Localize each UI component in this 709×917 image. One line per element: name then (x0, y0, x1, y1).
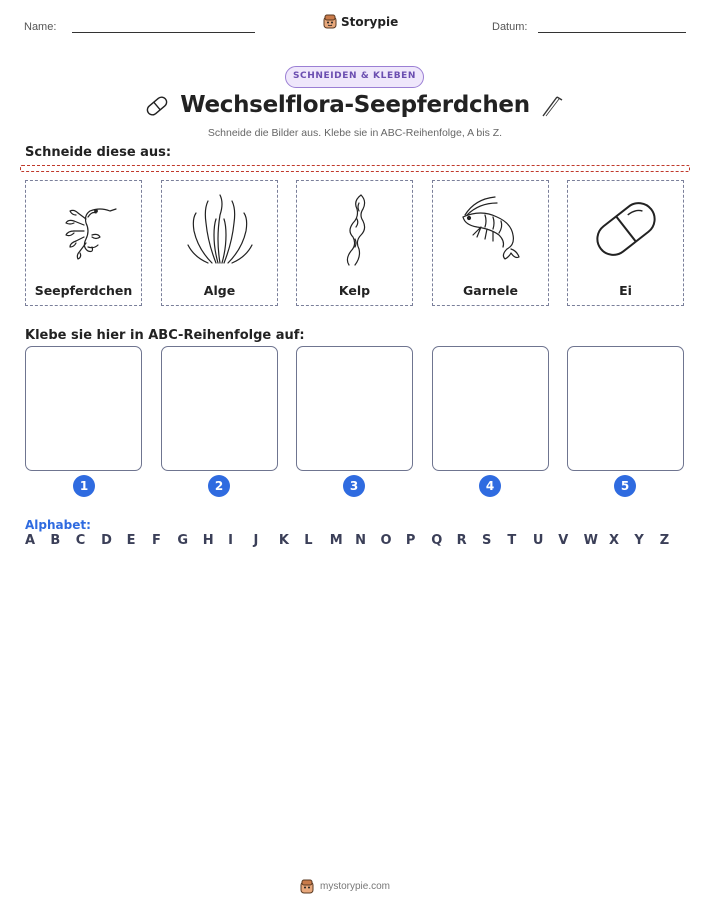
brand-name: Storypie (341, 14, 399, 29)
slot-number-3: 3 (343, 475, 365, 497)
alphabet-letter: D (101, 533, 112, 548)
pin-stick-icon (537, 93, 565, 119)
card-label: Ei (619, 283, 632, 298)
alphabet-letter: Q (431, 533, 443, 548)
paste-slot-5[interactable] (567, 346, 684, 471)
alphabet-letter: S (482, 533, 492, 548)
slot-number-2: 2 (208, 475, 230, 497)
alphabet-letter: B (50, 533, 61, 548)
cut-card-seepferdchen[interactable] (25, 180, 142, 306)
footer-url[interactable]: mystorypie.com (320, 881, 391, 892)
brand-logo (323, 14, 398, 29)
alphabet-letter: J (253, 533, 259, 548)
storypie-mascot-icon (300, 879, 314, 894)
paste-slot-3[interactable] (296, 346, 413, 471)
paste-heading: Klebe sie hier in ABC-Reihenfolge auf: (25, 328, 305, 343)
slot-number-5: 5 (614, 475, 636, 497)
slot-number-4: 4 (479, 475, 501, 497)
alphabet-letter: Z (659, 533, 670, 548)
cut-card-alge[interactable] (161, 180, 278, 306)
alphabet-letter: R (456, 533, 467, 548)
instructions: Schneide die Bilder aus. Klebe sie in ABC-Reihenfolge, A bis Z. (207, 127, 503, 139)
card-label: Garnele (463, 283, 518, 298)
alphabet-letter: M (329, 533, 343, 548)
alphabet-letter: X (608, 533, 620, 548)
paste-slot-2[interactable] (161, 346, 278, 471)
date-line[interactable] (538, 32, 686, 33)
cut-line (20, 165, 690, 172)
kelp-icon (315, 189, 395, 269)
capsule-egg-icon (586, 189, 666, 269)
alphabet-letter: U (532, 533, 544, 548)
cut-heading: Schneide diese aus: (25, 145, 172, 160)
alphabet-letter: A (25, 533, 36, 548)
footer (300, 879, 390, 894)
alphabet-letter: Y (634, 533, 644, 548)
storypie-mascot-icon (323, 14, 337, 29)
card-label: Seepferdchen (34, 283, 133, 298)
alphabet-letter: G (177, 533, 189, 548)
shrimp-icon (451, 189, 531, 269)
cut-card-kelp[interactable] (296, 180, 413, 306)
card-label: Kelp (338, 283, 371, 298)
alphabet-letter: E (126, 533, 136, 548)
alphabet-letter: K (278, 533, 289, 548)
seaweed-icon (180, 189, 260, 269)
card-label: Alge (203, 283, 236, 298)
alphabet-letter: H (202, 533, 214, 548)
capsule-icon (143, 93, 171, 119)
name-line[interactable] (72, 32, 255, 33)
date-label: Datum: (492, 21, 528, 33)
alphabet-heading: Alphabet: (25, 518, 91, 532)
page-title: Wechselflora-Seepferdchen (180, 92, 530, 118)
activity-badge: SCHNEIDEN & KLEBEN (285, 66, 424, 88)
alphabet-letter: W (583, 533, 598, 548)
seahorse-icon (44, 189, 124, 269)
paste-slot-1[interactable] (25, 346, 142, 471)
alphabet-letter: C (75, 533, 86, 548)
alphabet-letter: I (228, 533, 233, 548)
alphabet-letter: O (380, 533, 392, 548)
alphabet-letter: F (151, 533, 161, 548)
name-label: Name: (24, 21, 57, 33)
alphabet-letter: P (405, 533, 416, 548)
alphabet-row (25, 533, 685, 548)
cut-card-garnele[interactable] (432, 180, 549, 306)
alphabet-letter: V (558, 533, 569, 548)
alphabet-letter: N (355, 533, 366, 548)
slot-number-1: 1 (73, 475, 95, 497)
alphabet-letter: T (507, 533, 517, 548)
alphabet-letter: L (304, 533, 313, 548)
paste-slot-4[interactable] (432, 346, 549, 471)
cut-card-ei[interactable] (567, 180, 684, 306)
